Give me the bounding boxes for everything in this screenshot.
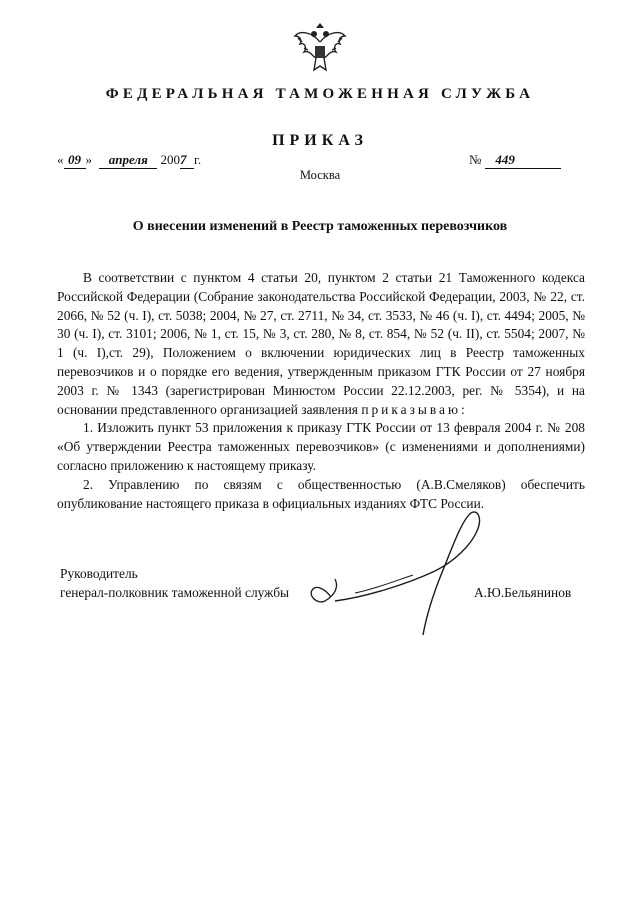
date-day: 09 xyxy=(64,152,86,169)
number-label: № xyxy=(469,152,482,167)
date-open-quote: « xyxy=(57,152,64,167)
order-item-1: 1. Изложить пункт 53 приложения к приказу ГТК России от 13 февраля 2004 г. № 208 «Об утверждении Реестра таможенных перевозчиков» (с изменениями и дополнениями) согласно приложению к настоящему приказу. xyxy=(57,420,585,473)
order-number xyxy=(469,152,561,169)
order-word: приказываю: xyxy=(361,401,468,417)
preamble-paragraph xyxy=(57,269,585,419)
document-type: ПРИКАЗ xyxy=(272,132,368,149)
russian-coat-of-arms-icon xyxy=(292,22,348,78)
date-month: апреля xyxy=(99,152,157,169)
handwritten-signature xyxy=(295,505,495,645)
preamble-text: В соответствии с пунктом 4 статьи 20, пунктом 2 статьи 21 Таможенного кодекса Российской Федерации (Собрание законодательства Российской Федерации, 2003, № 22, ст. 2066, № 52 (ч. I), ст. 5038; 2004, № 27, ст. 2711, № 34, ст. 3533, № 46 (ч. I), ст. 4494; 2005, № 30 (ч. I), ст. 3101; 2006, № 1, ст. 15, № 3, ст. 280, № 8, ст. 854, № 52 (ч. II), ст. 5504; 2007, № 1 (ч. I),ст. 29), Положением о включении юридических лиц в Реестр таможенных перевозчиков и о порядке его ведения, утвержденным приказом ГТК России от 27 ноября 2003 г. № 1343 (зарегистрирован Минюстом России 22.12.2003, рег. № 5354), и на основании представленного организацией заявления xyxy=(57,270,585,417)
order-body xyxy=(57,269,585,513)
order-date xyxy=(57,152,201,169)
date-close-quote: » xyxy=(85,152,92,167)
agency-name: ФЕДЕРАЛЬНАЯ ТАМОЖЕННАЯ СЛУЖБА xyxy=(105,86,535,102)
signatory-rank: генерал-полковник таможенной службы xyxy=(60,585,290,600)
place-of-issue: Москва xyxy=(299,168,341,182)
signatory-role: Руководитель xyxy=(60,566,138,581)
date-year-digit: 7 xyxy=(180,152,194,169)
signatory-name: А.Ю.Бельянинов xyxy=(474,585,572,600)
number-value: 449 xyxy=(485,152,561,169)
date-year-suffix: г. xyxy=(194,152,202,167)
date-year-prefix: 200 xyxy=(160,152,180,167)
order-subject: О внесении изменений в Реестр таможенных перевозчиков xyxy=(132,219,508,234)
order-item-2: 2. Управлению по связям с общественностью (А.В.Смеляков) обеспечить опубликование настоящего приказа в официальных изданиях ФТС России. xyxy=(57,476,585,511)
